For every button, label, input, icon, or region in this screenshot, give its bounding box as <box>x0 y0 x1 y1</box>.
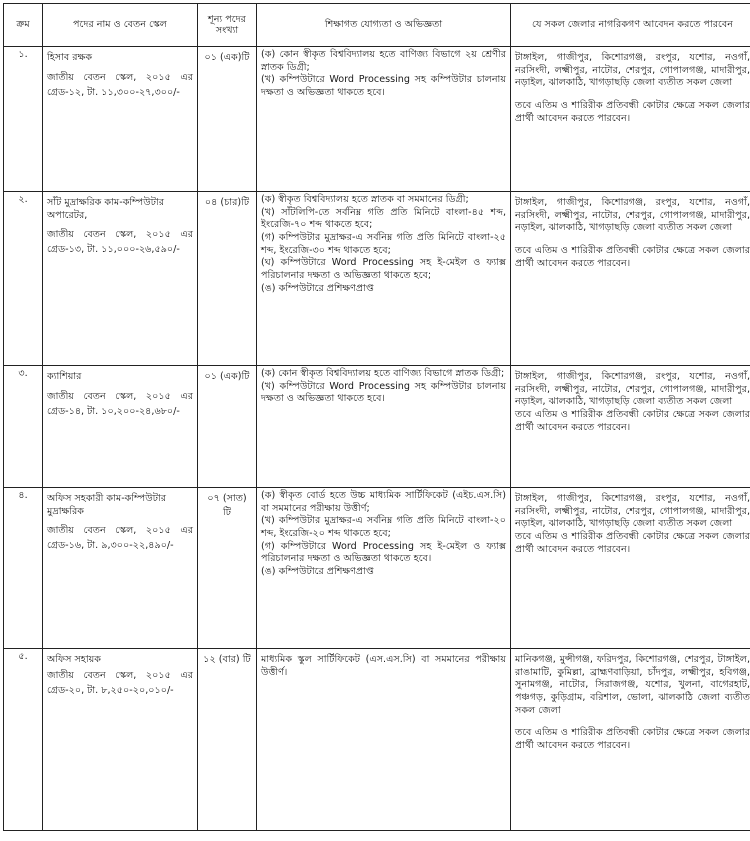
row-serial: ২. <box>4 192 43 366</box>
table-header-row <box>4 4 750 47</box>
row-serial: ৩. <box>4 366 43 488</box>
vacancy-count: ১২ (বার) টি <box>203 654 251 665</box>
qualification-item: (খ) কম্পিউটারে Word Processing সহ কম্পিউটার চালনায় দক্ষতা ও অভিজ্ঞতা থাকতে হবে। <box>261 380 506 405</box>
quota-note: তবে এতিম ও শারিরীক প্রতিবন্ধী কোটার ক্ষেত্রে সকল জেলার প্রার্থী আবেদন করতে পারবেন। <box>515 408 750 433</box>
quota-note: তবে এতিম ও শারিরীক প্রতিবন্ধী কোটার ক্ষেত্রে সকল জেলার প্রার্থী আবেদন করতে পারবেন। <box>515 530 750 555</box>
table-row <box>4 366 750 488</box>
qualification-item: (ঘ) কম্পিউটারে Word Processing সহ ই-মেইল ও ফ্যাক্স পরিচালনার দক্ষতা ও অভিজ্ঞতা থাকতে হবে; <box>261 257 506 281</box>
eligible-cell <box>511 192 750 366</box>
vacancy-count: ০১ (এক)টি <box>204 52 250 63</box>
vacancy-cell <box>198 649 257 831</box>
qualification-cell <box>257 47 511 192</box>
qualification-cell <box>257 649 511 831</box>
eligible-cell <box>511 649 750 831</box>
quota-note: তবে এতিম ও শারিরীক প্রতিবন্ধী কোটার ক্ষেত্রে সকল জেলার প্রার্থী আবেদন করতে পারবেন। <box>515 99 750 124</box>
eligible-districts: টাঙ্গাইল, গাজীপুর, কিশোরগঞ্জ, রংপুর, যশোর, নওগাঁ, নরসিংদী, লক্ষ্মীপুর, নাটোর, শেরপুর, গোপালগঞ্জ, মাদারীপুর, নড়াইল, ঝালকাঠি, খাগড়াছড়ি জেলা ব্যতীত সকল জেলা <box>515 197 750 234</box>
header-qualification: শিক্ষাগত যোগ্যতা ও অভিজ্ঞতা <box>257 4 511 47</box>
vacancy-cell <box>198 192 257 366</box>
vacancy-cell <box>198 488 257 649</box>
post-name: ক্যাশিয়ার <box>47 371 82 382</box>
quota-note: তবে এতিম ও শারিরীক প্রতিবন্ধী কোটার ক্ষেত্রে সকল জেলার প্রার্থী আবেদন করতে পারবেন। <box>515 727 750 751</box>
post-name: অফিস সহকারী কাম-কম্পিউটার মুদ্রাক্ষরিক <box>47 493 167 517</box>
row-serial: ১. <box>4 47 43 192</box>
post-name: হিসাব রক্ষক <box>47 52 93 63</box>
qualification-item: (গ) কম্পিউটার মুদ্রাক্ষর-এ সর্বনিম্ন গতি প্রতি মিনিটে বাংলা-২৫ শব্দ, ইংরেজি-৩০ শব্দ থাকতে হবে; <box>261 231 506 256</box>
eligible-districts: টাঙ্গাইল, গাজীপুর, কিশোরগঞ্জ, রংপুর, যশোর, নওগাঁ, নরসিংদী, লক্ষ্মীপুর, নাটোর, শেরপুর, গোপালগঞ্জ, মাদারীপুর, নড়াইল, ঝালকাঠি, খাগড়াছড়ি জেলা ব্যতীত সকল জেলা <box>515 493 750 530</box>
eligible-districts: মানিকগঞ্জ, মুন্সীগঞ্জ, ফরিদপুর, কিশোরগঞ্জ, শেরপুর, টাঙ্গাইল, রাঙামাটি, কুমিল্লা, ব্রাহ্মণবাড়িয়া, চাঁদপুর, লক্ষ্মীপুর, হবিগঞ্জ, সুনামগঞ্জ, নাটোর, সিরাজগঞ্জ, যশোর, খুলনা, বাগেরহাট, পঞ্চগড়, কুড়িগ্রাম, বরিশাল, ভোলা, ঝালকাঠি জেলা ব্যতীত সকল জেলা <box>515 654 750 716</box>
header-eligible-districts: যে সকল জেলার নাগরিকগণ আবেদন করতে পারবেন <box>511 4 750 47</box>
post-cell <box>43 366 198 488</box>
qualification-item: (খ) কম্পিউটারে Word Processing সহ কম্পিউটার চালনায় দক্ষতা ও অভিজ্ঞতা থাকতে হবে। <box>261 74 506 98</box>
vacancy-table <box>3 3 750 831</box>
vacancy-cell <box>198 366 257 488</box>
table-row <box>4 47 750 192</box>
pay-scale: জাতীয় বেতন স্কেল, ২০১৫ এর গ্রেড-১২, টা. ১১,৩০০-২৭,৩০০/- <box>47 71 193 98</box>
qualification-cell <box>257 488 511 649</box>
eligible-cell <box>511 366 750 488</box>
eligible-districts: টাঙ্গাইল, গাজীপুর, কিশোরগঞ্জ, রংপুর, যশোর, নওগাঁ, নরসিংদী, লক্ষ্মীপুর, নাটোর, শেরপুর, গোপালগঞ্জ, মাদারীপুর, নড়াইল, ঝালকাঠি, খাগড়াছড়ি জেলা ব্যতীত সকল জেলা <box>515 371 750 408</box>
pay-scale: জাতীয় বেতন স্কেল, ২০১৫ এর গ্রেড-২০, টা. ৮,২৫০-২০,০১০/- <box>47 669 193 696</box>
post-name: সাঁট মুদ্রাক্ষরিক কাম-কম্পিউটার অপারেটর, <box>47 197 165 221</box>
quota-note: তবে এতিম ও শারিরীক প্রতিবন্ধী কোটার ক্ষেত্রে সকল জেলার প্রার্থী আবেদন করতে পারবেন। <box>515 244 750 269</box>
table-row <box>4 192 750 366</box>
qualification-item: (খ) সাঁটলিপি-তে সর্বনিম্ন গতি প্রতি মিনিটে বাংলা-৪৫ শব্দ, ইংরেজি-৭০ শব্দ থাকতে হবে; <box>261 206 506 231</box>
qualification-item: (ক) স্বীকৃত বোর্ড হতে উচ্চ মাধ্যমিক সার্টিফিকেট (এইচ.এস.সি) বা সমমানের পরীক্ষায় উত্তীর্ণ; <box>261 490 506 514</box>
qualification-item: (খ) কম্পিউটার মুদ্রাক্ষর-এ সর্বনিম্ন গতি প্রতি মিনিটে বাংলা-২০ শব্দ, ইংরেজি-২০ শব্দ থাকতে হবে; <box>261 515 506 539</box>
row-serial: ৪. <box>4 488 43 649</box>
qualification-item: (ঙ) কম্পিউটারে প্রশিক্ষণপ্রাপ্ত <box>261 565 374 577</box>
vacancy-cell <box>198 47 257 192</box>
pay-scale: জাতীয় বেতন স্কেল, ২০১৫ এর গ্রেড-১৪, টা. ১০,২০০-২৪,৬৮০/- <box>47 390 193 417</box>
row-serial: ৫. <box>4 649 43 831</box>
post-cell <box>43 649 198 831</box>
header-vacancy-count: শূন্য পদের সংখ্যা <box>198 4 257 47</box>
post-cell <box>43 488 198 649</box>
qualification-item: (ক) কোন স্বীকৃত বিশ্ববিদ্যালয় হতে বাণিজ্য বিভাগে স্নাতক ডিগ্রী; <box>261 368 505 379</box>
qualification-cell <box>257 366 511 488</box>
eligible-districts: টাঙ্গাইল, গাজীপুর, কিশোরগঞ্জ, রংপুর, যশোর, নওগাঁ, নরসিংদী, লক্ষ্মীপুর, নাটোর, শেরপুর, গোপালগঞ্জ, মাদারীপুর, নড়াইল, ঝালকাঠি, খাগড়াছড়ি জেলা ব্যতীত সকল জেলা <box>515 52 750 89</box>
qualification-item: মাধ্যমিক স্কুল সার্টিফিকেট (এস.এস.সি) বা সমমানের পরীক্ষায় উত্তীর্ণ। <box>261 654 506 678</box>
eligible-cell <box>511 488 750 649</box>
eligible-cell <box>511 47 750 192</box>
post-cell <box>43 47 198 192</box>
qualification-item: (ক) স্বীকৃত বিশ্ববিদ্যালয় হতে স্নাতক বা সমমানের ডিগ্রী; <box>261 194 469 205</box>
table-row <box>4 488 750 649</box>
qualification-item: (ঙ) কম্পিউটারে প্রশিক্ষণপ্রাপ্ত <box>261 282 374 294</box>
vacancy-count: ০৭ (সাত) টি <box>207 493 247 519</box>
table-row <box>4 649 750 831</box>
pay-scale: জাতীয় বেতন স্কেল, ২০১৫ এর গ্রেড-১৬, টা. ৯,৩০০-২২,৪৯০/- <box>47 525 193 552</box>
vacancy-count: ০১ (এক)টি <box>204 371 250 382</box>
vacancy-count: ০৪ (চার)টি <box>204 197 250 208</box>
post-cell <box>43 192 198 366</box>
qualification-item: (ক) কোন স্বীকৃত বিশ্ববিদ্যালয় হতে বাণিজ্য বিভাগে ২য় শ্রেণীর স্নাতক ডিগ্রী; <box>261 49 506 73</box>
header-post-name-pay-scale: পদের নাম ও বেতন স্কেল <box>43 4 198 47</box>
qualification-cell <box>257 192 511 366</box>
qualification-item: (গ) কম্পিউটারে Word Processing সহ ই-মেইল ও ফ্যাক্স পরিচালনার দক্ষতা ও অভিজ্ঞতা থাকতে হবে। <box>261 540 506 565</box>
post-name: অফিস সহায়ক <box>47 654 101 665</box>
pay-scale: জাতীয় বেতন স্কেল, ২০১৫ এর গ্রেড-১৩, টা. ১১,০০০-২৬,৫৯০/- <box>47 229 193 256</box>
header-serial: ক্রম <box>4 4 43 47</box>
